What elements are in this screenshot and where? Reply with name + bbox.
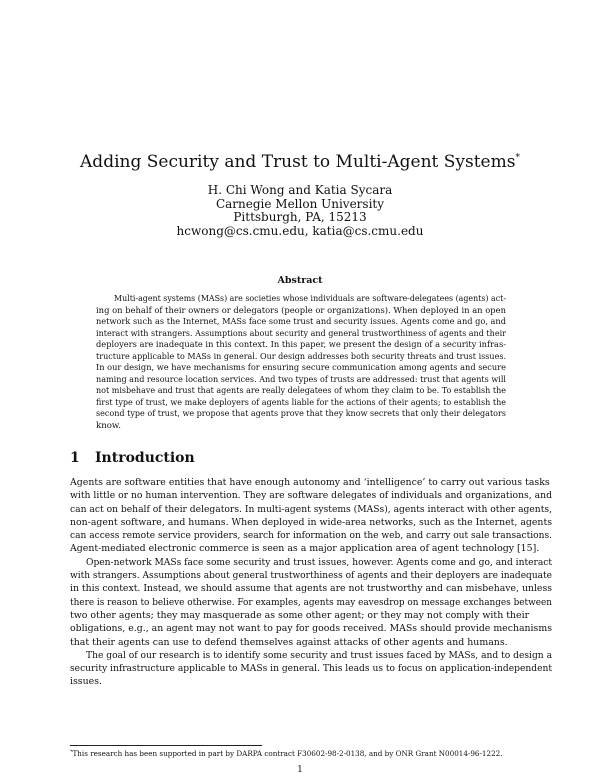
title-footnote-marker: * xyxy=(515,153,520,163)
intro-line: non-agent software, and humans. When deployed in wide-area networks, such as the Internet, agents xyxy=(70,516,552,528)
abstract-line: Multi-agent systems (MASs) are societies whose individuals are software-delegatees (agents) act- xyxy=(114,294,506,304)
intro-line: security infrastructure applicable to MASs in general. This leads us to focus on application-independent xyxy=(70,663,552,675)
paper-title xyxy=(0,148,600,172)
intro-line: Agent-mediated electronic commerce is seen as a major application area of agent technology [15]. xyxy=(70,543,540,555)
intro-line: two other agents; they may masquerade as some other agent; or they may not comply with their xyxy=(70,609,530,621)
abstract-line: know. xyxy=(96,421,121,432)
intro-line: issues. xyxy=(70,676,102,688)
section-title: Introduction xyxy=(95,450,195,466)
abstract-line: not misbehave and trust that agents are really delegatees of whom they claim to be. To establish the xyxy=(96,386,506,397)
abstract-body xyxy=(96,294,506,433)
author-names: H. Chi Wong and Katia Sycara xyxy=(207,183,393,197)
paper-title-text: Adding Security and Trust to Multi-Agent Systems xyxy=(80,152,516,172)
introduction-body xyxy=(70,476,552,689)
intro-line: with strangers. Assumptions about general trustworthiness of agents and their deployers are inadequate xyxy=(70,570,552,582)
section-number: 1 xyxy=(70,450,80,466)
abstract-line: deployers are inadequate in this context. In this paper, we present the design of a security infras- xyxy=(96,340,506,351)
footnote xyxy=(70,749,560,758)
footnote-text: This research has been supported in part by DARPA contract F30602-98-2-0138, and by ONR Grant N00014-96-1222. xyxy=(72,749,503,758)
intro-line: Open-network MASs face some security and trust issues, however. Agents come and go, and interact xyxy=(86,556,552,568)
abstract-line: In our design, we have mechanisms for ensuring secure communication among agents and secure xyxy=(96,363,506,374)
abstract-line: tructure applicable to MASs in general. Our design addresses both security threats and trust issues. xyxy=(96,351,506,362)
abstract-line: ing on behalf of their owners or delegators (people or organizations). When deployed in an open xyxy=(96,305,506,316)
footnote-divider xyxy=(70,745,262,746)
intro-line: Agents are software entities that have enough autonomy and ‘intelligence’ to carry out various tasks xyxy=(70,477,550,488)
intro-line: in this context. Instead, we should assume that agents are not trustworthy and can misbehave, unless xyxy=(70,583,552,595)
author-affiliation: Carnegie Mellon University xyxy=(215,196,385,211)
author-emails: hcwong@cs.cmu.edu, katia@cs.cmu.edu xyxy=(176,223,424,238)
intro-line: obligations, e.g., an agent may not want to pay for goods received. MASs should provide mechanisms xyxy=(70,623,552,635)
abstract-line: network such as the Internet, MASs face some trust and security issues. Agents come and go, and xyxy=(96,317,506,328)
abstract-heading: Abstract xyxy=(277,275,323,286)
intro-line: The goal of our research is to identify some security and trust issues faced by MASs, and to design a xyxy=(86,649,552,661)
intro-line: there is reason to believe otherwise. For examples, agents may eavesdrop on message exchanges between xyxy=(70,596,552,608)
intro-line: that their agents can use to defend themselves against attacks of other agents and humans. xyxy=(70,636,508,648)
author-location: Pittsburgh, PA, 15213 xyxy=(233,210,367,224)
section-heading-introduction xyxy=(70,450,195,466)
author-block xyxy=(0,184,600,238)
abstract-line: naming and resource location services. And two types of trusts are addressed: trust that agents will xyxy=(96,374,506,385)
abstract-line: second type of trust, we propose that agents prove that they know secrets that only their delegators xyxy=(96,409,506,420)
footnote-marker: * xyxy=(70,749,73,755)
intro-line: can act on behalf of their delegators. In multi-agent systems (MASs), agents interact with other agents, xyxy=(70,503,552,515)
intro-line: with little or no human intervention. They are software delegates of individuals and organizations, and xyxy=(70,490,552,502)
abstract-line: interact with strangers. Assumptions about security and general trustworthiness of agents and their xyxy=(96,328,506,339)
page-number: 1 xyxy=(297,765,303,775)
abstract-line: first type of trust, we make deployers of agents liable for the actions of their agents; to establish the xyxy=(96,397,506,408)
intro-line: can access remote service providers, search for information on the web, and carry out sale transactions. xyxy=(70,530,552,542)
